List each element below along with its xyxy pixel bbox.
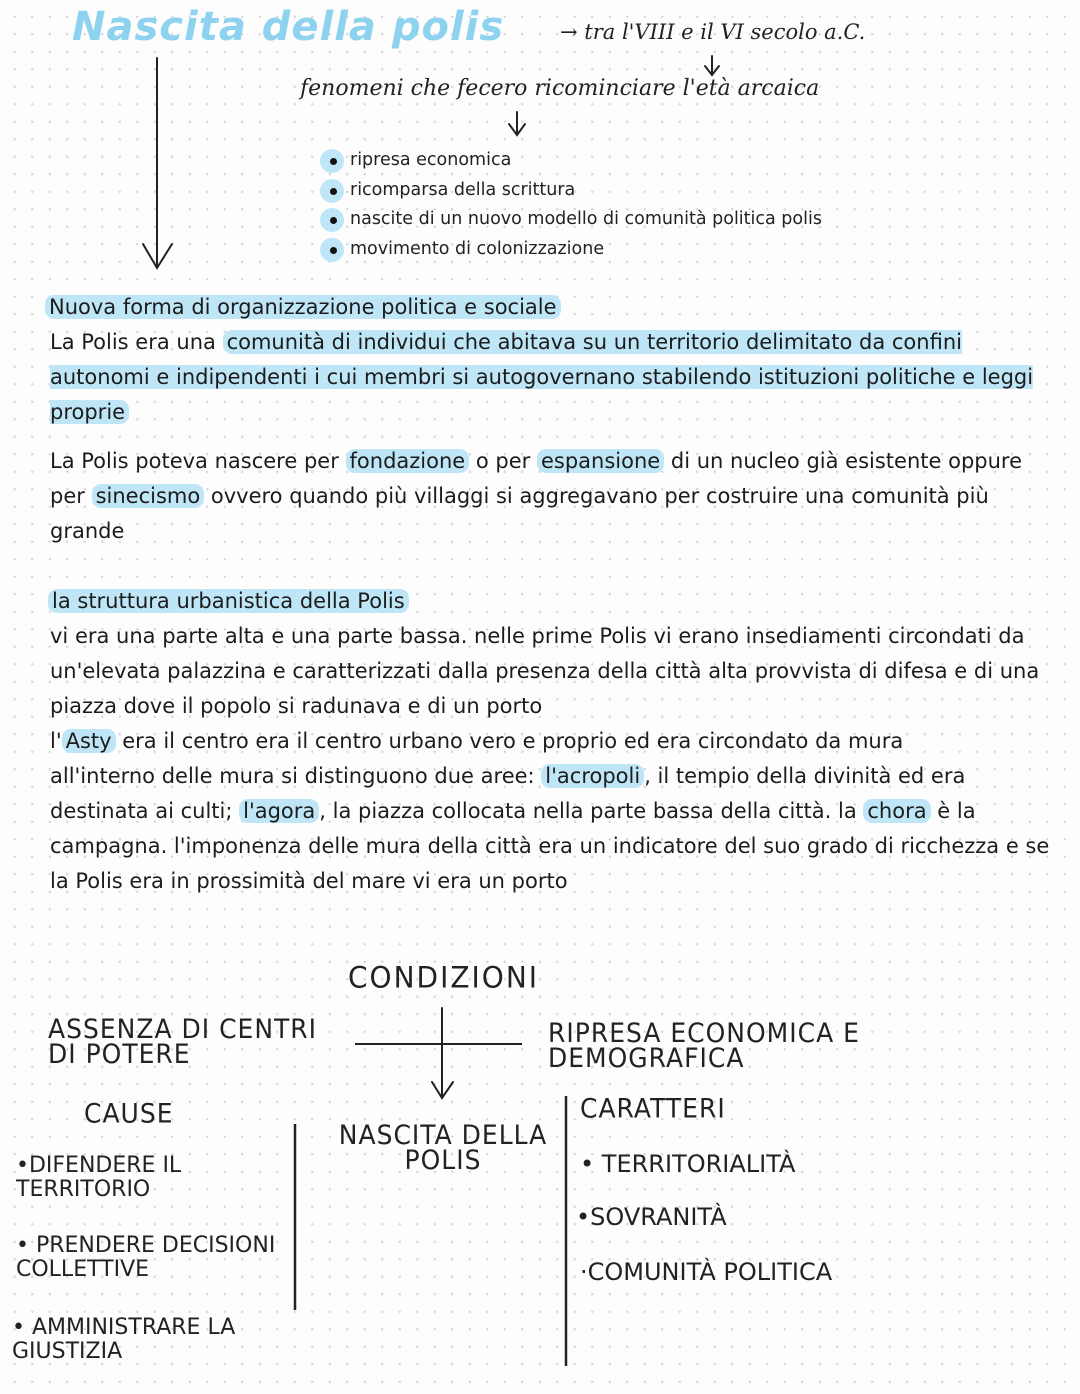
diagram-center-label: NASCITA DELLA POLIS [338,1119,548,1176]
title-date-note: → tra l'VIII e il VI secolo a.C. [560,20,866,44]
list-item: movimento di colonizzazione [320,235,822,265]
diagram-characteristics-label: CARATTERI [580,1093,726,1124]
diagram-conditions-label: CONDIZIONI [348,960,540,995]
list-item: nascite di un nuovo modello di comunità politica polis [320,205,822,235]
polis-origin-paragraph: La Polis poteva nascere per fondazione o per espansione di un nucleo già esistente oppure per sinecismo ovvero quando più villaggi si aggregavano per costruire una comunità più grande [50,449,1023,543]
urban-structure-paragraph: vi era una parte alta e una parte bassa. nelle prime Polis vi erano insediamenti circondati da un'elevata palazzina e caratterizzati dalla presenza della città alta provvista di difesa e di una piazza dove il popolo si radunava e di un porto l' Asty era il centro era il centro urbano vero e proprio ed era circondato da mura all'interno delle mura si distinguono due aree: l'acropoli , il tempio della divinità ed era destinata ai culti; l'agora , la piazza collocata nella parte bassa della città. la chora è la campagna. l'imponenza delle mura della città era un indicatore del suo grado di ricchezza e se la Polis era in prossimità del mare vi era un porto [50,624,1050,893]
phenomena-list [320,146,822,264]
section-heading: la struttura urbanistica della Polis [48,586,409,616]
down-arrow-icon [509,112,525,135]
subtitle: fenomeni che fecero ricominciare l'età arcaica [300,76,820,101]
cause-item: •DIFENDERE IL TERRITORIO [16,1153,182,1202]
diagram-left-condition: ASSENZA DI CENTRI DI POTERE [48,1013,318,1070]
long-down-arrow-icon [143,58,172,268]
characteristic-item: ·COMUNITÀ POLITICA [580,1258,833,1286]
section-heading: Nuova forma di organizzazione politica e sociale [45,292,561,322]
characteristic-item: •SOVRANITÀ [576,1203,727,1231]
characteristic-item: • TERRITORIALITÀ [580,1150,796,1178]
bullet-icon [320,208,344,232]
down-arrow-icon [705,56,719,75]
list-item: ricomparsa della scrittura [320,176,822,206]
bullet-icon [320,238,344,262]
cause-item: • AMMINISTRARE LA GIUSTIZIA [12,1315,236,1364]
diagram-right-condition: RIPRESA ECONOMICA E DEMOGRAFICA [548,1017,860,1074]
diagram-causes-label: CAUSE [84,1098,174,1129]
cause-item: • PRENDERE DECISIONI COLLETTIVE [16,1233,276,1282]
bullet-icon [320,179,344,203]
bullet-icon [320,149,344,173]
page-title: Nascita della polis [72,4,505,50]
polis-definition-paragraph: La Polis era una comunità di individui che abitava su un territorio delimitato da confini autonomi e indipendenti i cui membri si autogovernano stabilendo istituzioni politiche e leggi proprie [50,330,1034,424]
down-arrow-icon [432,1008,453,1098]
list-item: ripresa economica [320,146,822,176]
